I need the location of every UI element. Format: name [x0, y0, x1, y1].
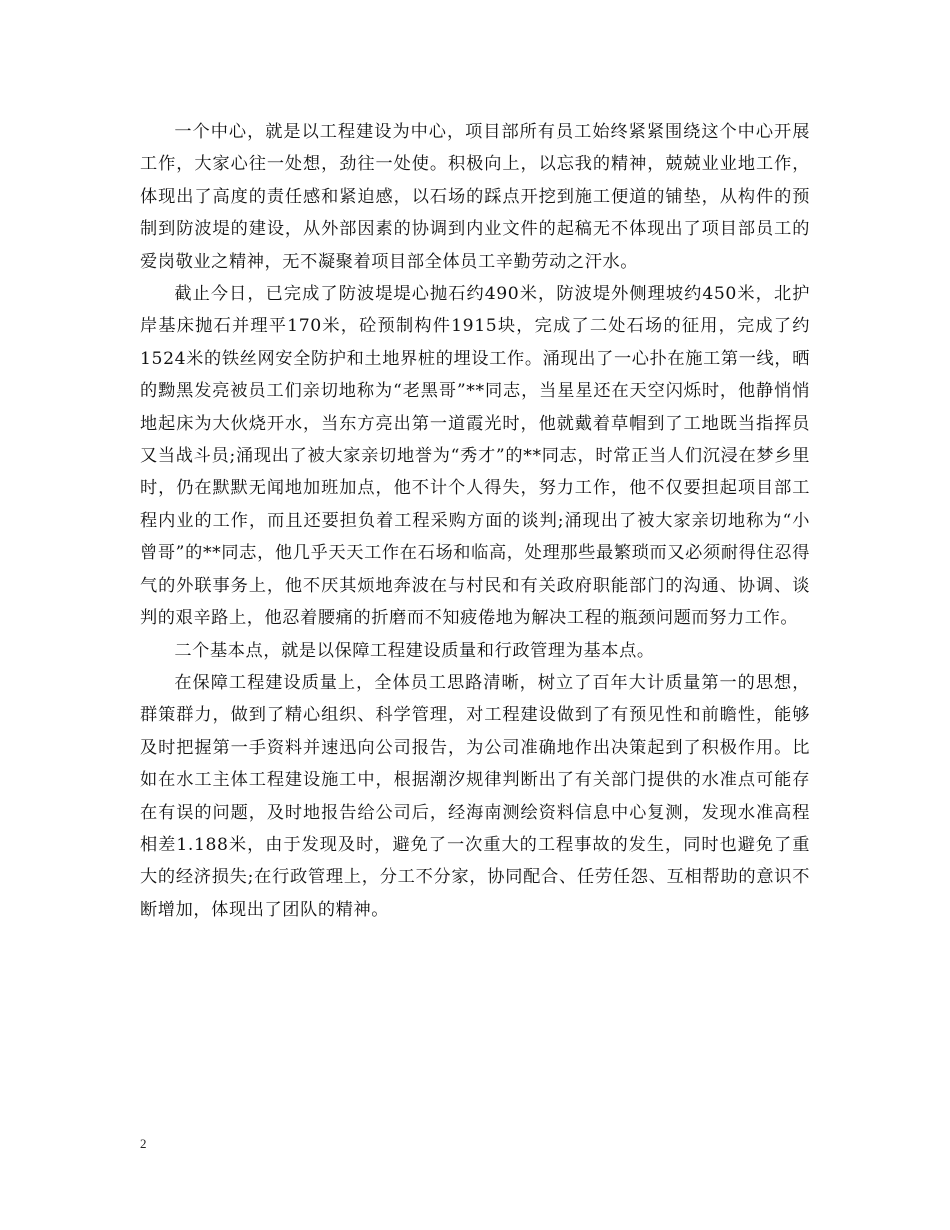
paragraph-one-center: 一个中心，就是以工程建设为中心，项目部所有员工始终紧紧围绕这个中心开展工作，大家心往一处想，劲往一处使。积极向上，以忘我的精神，兢兢业业地工作，体现出了高度的责任感和紧迫感，以石场的踩点开挖到施工便道的铺垫，从构件的预制到防波堤的建设，从外部因素的协调到内业文件的起稿无不体现出了项目部员工的爱岗敬业之精神，无不凝聚着项目部全体员工辛勤劳动之汗水。 [140, 122, 810, 272]
paragraph-quality-management: 在保障工程建设质量上，全体员工思路清晰，树立了百年大计质量第一的思想，群策群力，做到了精心组织、科学管理，对工程建设做到了有预见性和前瞻性，能够及时把握第一手资料并速迅向公司报告，为公司准确地作出决策起到了积极作用。比如在水工主体工程建设施工中，根据潮汐规律判断出了有关部门提供的水准点可能存在有误的问题，及时地报告给公司后，经海南测绘资料信息中心复测，发现水准高程相差1.188米，由于发现及时，避免了一次重大的工程事故的发生，同时也避免了重大的经济损失;在行政管理上，分工不分家，协同配合、任劳任怨、互相帮助的意识不断增加，体现出了团队的精神。 [140, 672, 810, 920]
paragraph-two-basic-points: 二个基本点，就是以保障工程建设质量和行政管理为基本点。 [174, 640, 655, 661]
paragraph-achievements: 截止今日，已完成了防波堤堤心抛石约490米，防波堤外侧理坡约450米，北护岸基床抛石并理平170米，砼预制构件1915块，完成了二处石场的征用，完成了约1524米的铁丝网安全防护和土地界桩的埋设工作。涌现出了一心扑在施工第一线，晒的黝黑发亮被员工们亲切地称为“老黑哥”**同志，当星星还在天空闪烁时，他静悄悄地起床为大伙烧开水，当东方亮出第一道霞光时，他就戴着草帽到了工地既当指挥员又当战斗员;涌现出了被大家亲切地誉为“秀才”的**同志，时常正当人们沉浸在梦乡里时，仍在默默无闻地加班加点，他不计个人得失，努力工作，他不仅要担起项目部工程内业的工作，而且还要担负着工程采购方面的谈判;涌现出了被大家亲切地称为“小曾哥”的**同志，他几乎天天工作在石场和临高，处理那些最繁琐而又必须耐得住忍得气的外联事务上，他不厌其烦地奔波在与村民和有关政府职能部门的沟通、协调、谈判的艰辛路上，他忍着腰痛的折磨而不知疲倦地为解决工程的瓶颈问题而努力工作。 [140, 284, 810, 629]
page-number: 2 [140, 1136, 147, 1151]
document-body [140, 116, 810, 926]
